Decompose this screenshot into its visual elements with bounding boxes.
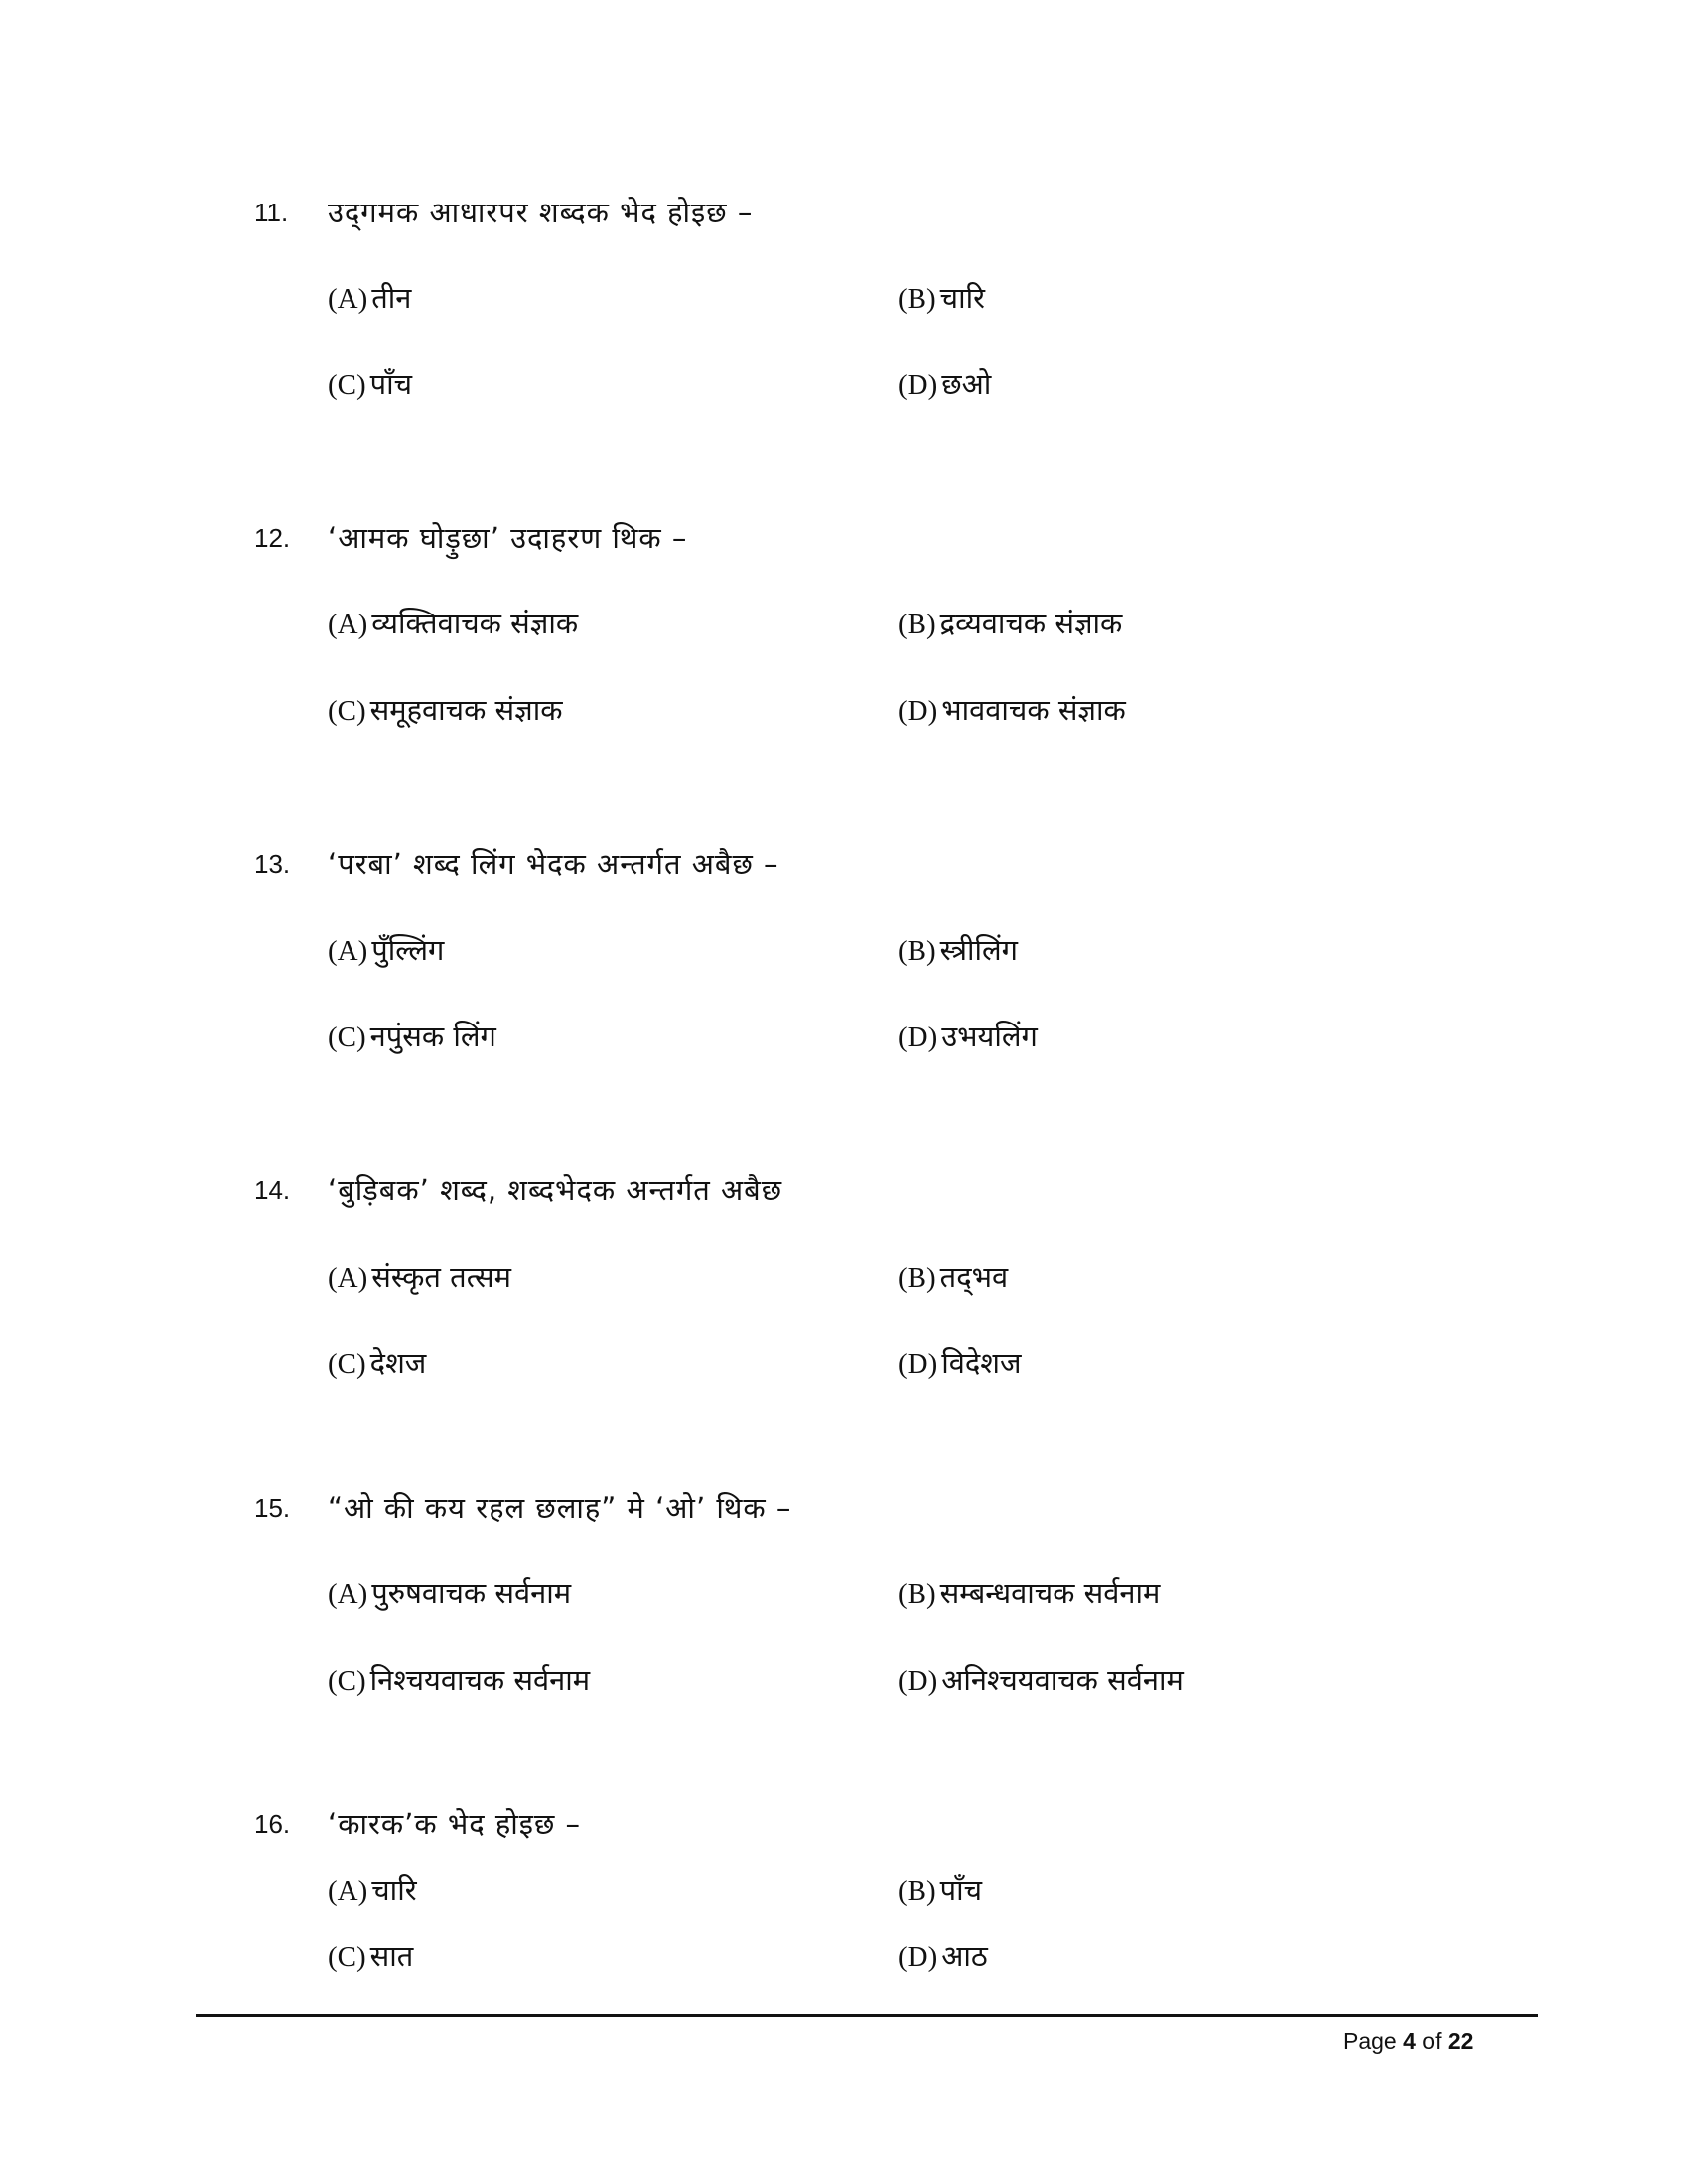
option-c [328,1936,413,1976]
option-label: (A) [328,1262,368,1294]
option-a [328,278,411,318]
option-label: (D) [898,1022,938,1053]
page-prefix: Page [1343,2028,1397,2054]
option-c [328,690,563,730]
option-label: (C) [328,695,366,727]
option-b [898,1870,982,1910]
option-b [898,1573,1160,1613]
footer-divider [196,2014,1538,2017]
option-text: द्रव्यवाचक संज्ञाक [939,607,1123,640]
option-a [328,604,578,643]
option-text: निश्चयवाचक सर्वनाम [369,1663,591,1697]
option-a [328,1870,417,1910]
option-label: (B) [898,283,936,315]
question-number: 13. [254,849,291,879]
option-label: (D) [898,1665,938,1697]
option-text: तीन [371,281,412,315]
option-label: (B) [898,1262,936,1294]
option-label: (C) [328,1022,366,1053]
option-c [328,1343,426,1383]
option-label: (D) [898,695,938,727]
option-label: (A) [328,609,368,640]
question-text: ‘आमक घोड़ुछा’ उदाहरण थिक – [328,521,688,555]
option-c [328,1660,590,1700]
option-text: तद्‌भव [939,1260,1009,1294]
option-text: पाँच [369,367,413,401]
option-label: (B) [898,1875,936,1907]
question-number: 14. [254,1175,291,1205]
option-text: देशज [369,1346,427,1380]
option-d [898,690,1126,730]
question-number: 11. [254,198,289,227]
option-text: चारि [371,1873,417,1907]
option-b [898,1257,1008,1297]
question-text: उद्‌गमक आधारपर शब्दक भेद होइछ – [328,196,754,229]
option-label: (C) [328,1348,366,1380]
option-text: सम्बन्धवाचक सर्वनाम [939,1576,1161,1610]
question-number: 16. [254,1809,291,1839]
question-text: ‘बुड़िबक’ शब्द, शब्दभेदक अन्तर्गत अबैछ [328,1173,783,1207]
option-label: (B) [898,1578,936,1610]
total-pages: 22 [1447,2028,1474,2054]
option-text: विदेशज [941,1346,1022,1380]
option-label: (B) [898,609,936,640]
question-number: 15. [254,1493,291,1523]
option-d [898,1660,1184,1700]
option-label: (B) [898,935,936,967]
option-text: सात [369,1939,414,1973]
option-a [328,1257,511,1297]
option-text: आठ [941,1939,988,1973]
option-a [328,930,444,970]
option-label: (A) [328,935,368,967]
option-text: पुँल्लिंग [371,933,445,967]
option-a [328,1573,571,1613]
option-text: उभयलिंग [941,1020,1038,1053]
option-label: (D) [898,1348,938,1380]
question-text: “ओ की कय रहल छलाह” मे ‘ओ’ थिक – [328,1491,792,1525]
current-page: 4 [1403,2028,1416,2054]
question-text: ‘कारक’क भेद होइछ – [328,1807,582,1841]
option-d [898,1017,1038,1056]
option-label: (C) [328,369,366,401]
option-c [328,1017,496,1056]
option-label: (A) [328,283,368,315]
option-label: (A) [328,1578,368,1610]
option-text: चारि [939,281,985,315]
option-label: (C) [328,1665,366,1697]
option-b [898,278,985,318]
option-label: (D) [898,1941,938,1973]
option-label: (A) [328,1875,368,1907]
option-text: संस्कृत तत्सम [371,1260,511,1294]
question-number: 12. [254,523,291,553]
option-text: स्त्रीलिंग [939,933,1018,967]
option-d [898,364,991,404]
option-b [898,604,1122,643]
option-text: नपुंसक लिंग [369,1020,496,1053]
of-label: of [1422,2028,1442,2054]
option-text: छओ [941,367,992,401]
option-text: पाँच [939,1873,983,1907]
option-text: अनिश्चयवाचक सर्वनाम [941,1663,1184,1697]
page-number-footer [1343,2027,1473,2055]
option-d [898,1936,988,1976]
option-b [898,930,1018,970]
option-label: (C) [328,1941,366,1973]
option-label: (D) [898,369,938,401]
option-text: पुरुषवाचक सर्वनाम [371,1576,572,1610]
option-c [328,364,412,404]
question-text: ‘परबा’ शब्द लिंग भेदक अन्तर्गत अबैछ – [328,847,779,881]
option-text: व्यक्तिवाचक संज्ञाक [371,607,579,640]
option-d [898,1343,1022,1383]
option-text: भाववाचक संज्ञाक [941,693,1126,727]
option-text: समूहवाचक संज्ञाक [369,693,563,727]
